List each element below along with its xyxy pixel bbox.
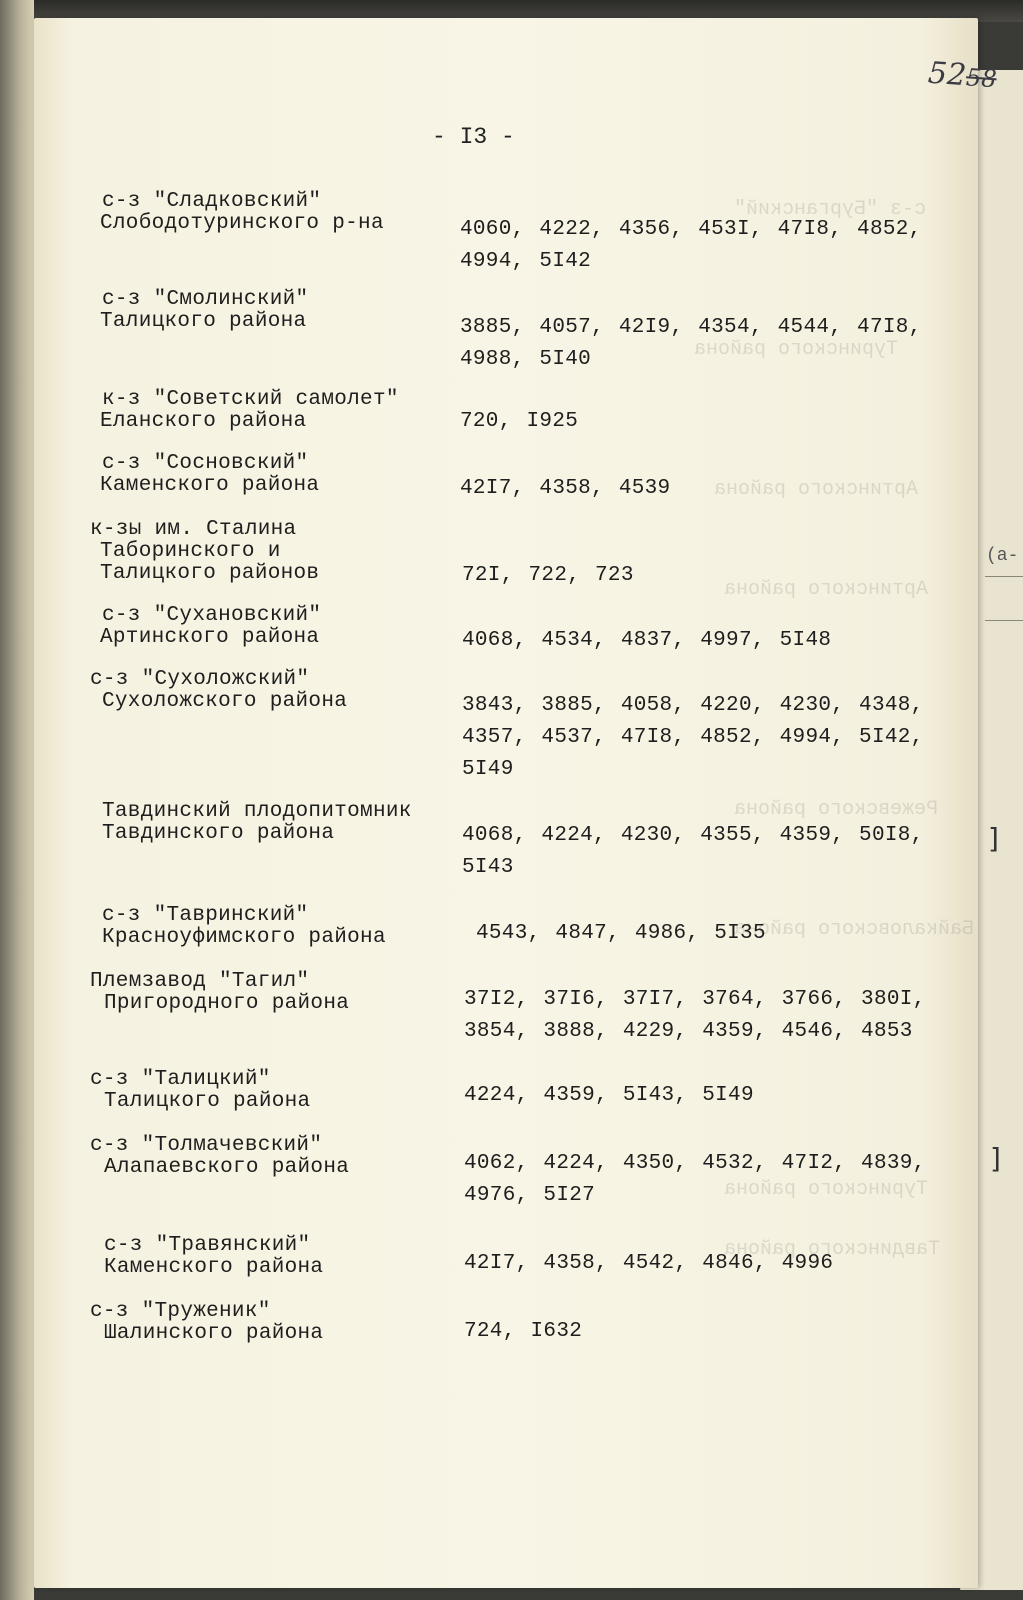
entry-name: с-з "Сосновский" [102,452,309,475]
entry-name: с-з "Сухоложский" [90,668,310,691]
entry-name: к-з "Советский самолет" [102,388,399,411]
entry-numbers: 720, I925 [460,410,579,433]
entry-name: с-з "Сладковский" [102,190,322,213]
entry-region: Талицкого района [104,1090,311,1113]
divider [985,620,1023,621]
entry-region: Сухоложского района [102,690,348,713]
bleed-through-text: Артинского района [724,578,929,601]
divider [985,576,1023,577]
entry-region: Алапаевского района [104,1156,350,1179]
entry-numbers: 3885, 4057, 42I9, 4354, 4544, 47I8, 4988, 5I40 [460,316,922,371]
entry-numbers: 37I2, 37I6, 37I7, 3764, 3766, 380I, 3854, 3888, 4229, 4359, 4546, 4853 [464,988,926,1043]
bleed-through-text: Тавдинского района [724,1238,941,1261]
entry-region: Артинского района [100,626,320,649]
entry-region: Талицкого района [100,310,307,333]
book-binding [0,0,34,1600]
entry-numbers: 4068, 4224, 4230, 4355, 4359, 50I8, 5I43 [462,824,924,879]
bleed-through-text: Режевского района [734,798,939,821]
entry-numbers: 724, I632 [464,1320,583,1343]
entry-region: Пригородного района [104,992,350,1015]
entry-numbers: 4060, 4222, 4356, 453I, 47I8, 4852, 4994, 5I42 [460,218,922,273]
entry-numbers: 4224, 4359, 5I43, 5I49 [464,1084,754,1107]
entry-name: к-зы им. Сталина [90,518,297,541]
entry-region: Еланского района [100,410,307,433]
page-title: - I3 - [432,124,515,150]
entry-numbers: 4062, 4224, 4350, 4532, 47I2, 4839, 4976, 5I27 [464,1152,926,1207]
entry-region: Каменского района [100,474,320,497]
entry-numbers: 42I7, 4358, 4542, 4846, 4996 [464,1252,834,1275]
entry-name: с-з "Смолинский" [102,288,309,311]
entry-name: с-з "Талицкий" [90,1068,271,1091]
bleed-through-text: Байкаловского района [734,918,975,941]
entry-name: Племзавод "Тагил" [90,970,310,993]
entry-region: Шалинского района [104,1322,324,1345]
entry-numbers: 42I7, 4358, 4539 [460,477,671,500]
entry-region: Талицкого районов [100,562,320,585]
bleed-through-text: Артинского района [714,478,919,501]
entry-name: с-з "Тавринский" [102,904,309,927]
entry-name: с-з "Толмачевский" [90,1134,323,1157]
entry-numbers: 72I, 722, 723 [462,564,634,587]
bleed-through-text: с-з "Бурганский" [734,198,927,221]
bracket-mark: ] [990,1142,1001,1175]
entry-name: с-з "Труженик" [90,1300,271,1323]
entry-region: Слободотуринского р-на [100,212,384,235]
entry-region: Каменского района [104,1256,324,1279]
bleed-through-text: Туринского района [724,1178,929,1201]
entry-numbers: 4543, 4847, 4986, 5I35 [476,922,766,945]
bracket-mark: ] [988,822,999,855]
entry-region: Тавдинского района [102,822,335,845]
entry-numbers: 4068, 4534, 4837, 4997, 5I48 [462,629,832,652]
entry-name: Тавдинский плодопитомник [102,800,412,823]
entry-numbers: 3843, 3885, 4058, 4220, 4230, 4348, 4357, 4537, 47I8, 4852, 4994, 5I42, 5I49 [462,694,924,781]
adjacent-page-text: (a- [986,546,1019,566]
entry-region: Красноуфимского района [102,926,386,949]
entry-region: Таборинского и [100,540,281,563]
entry-name: с-з "Травянский" [104,1234,311,1257]
bleed-through-text: Туринского района [694,338,899,361]
handwritten-page-number: 5258 [926,55,998,94]
entry-name: с-з "Сухановский" [102,604,322,627]
